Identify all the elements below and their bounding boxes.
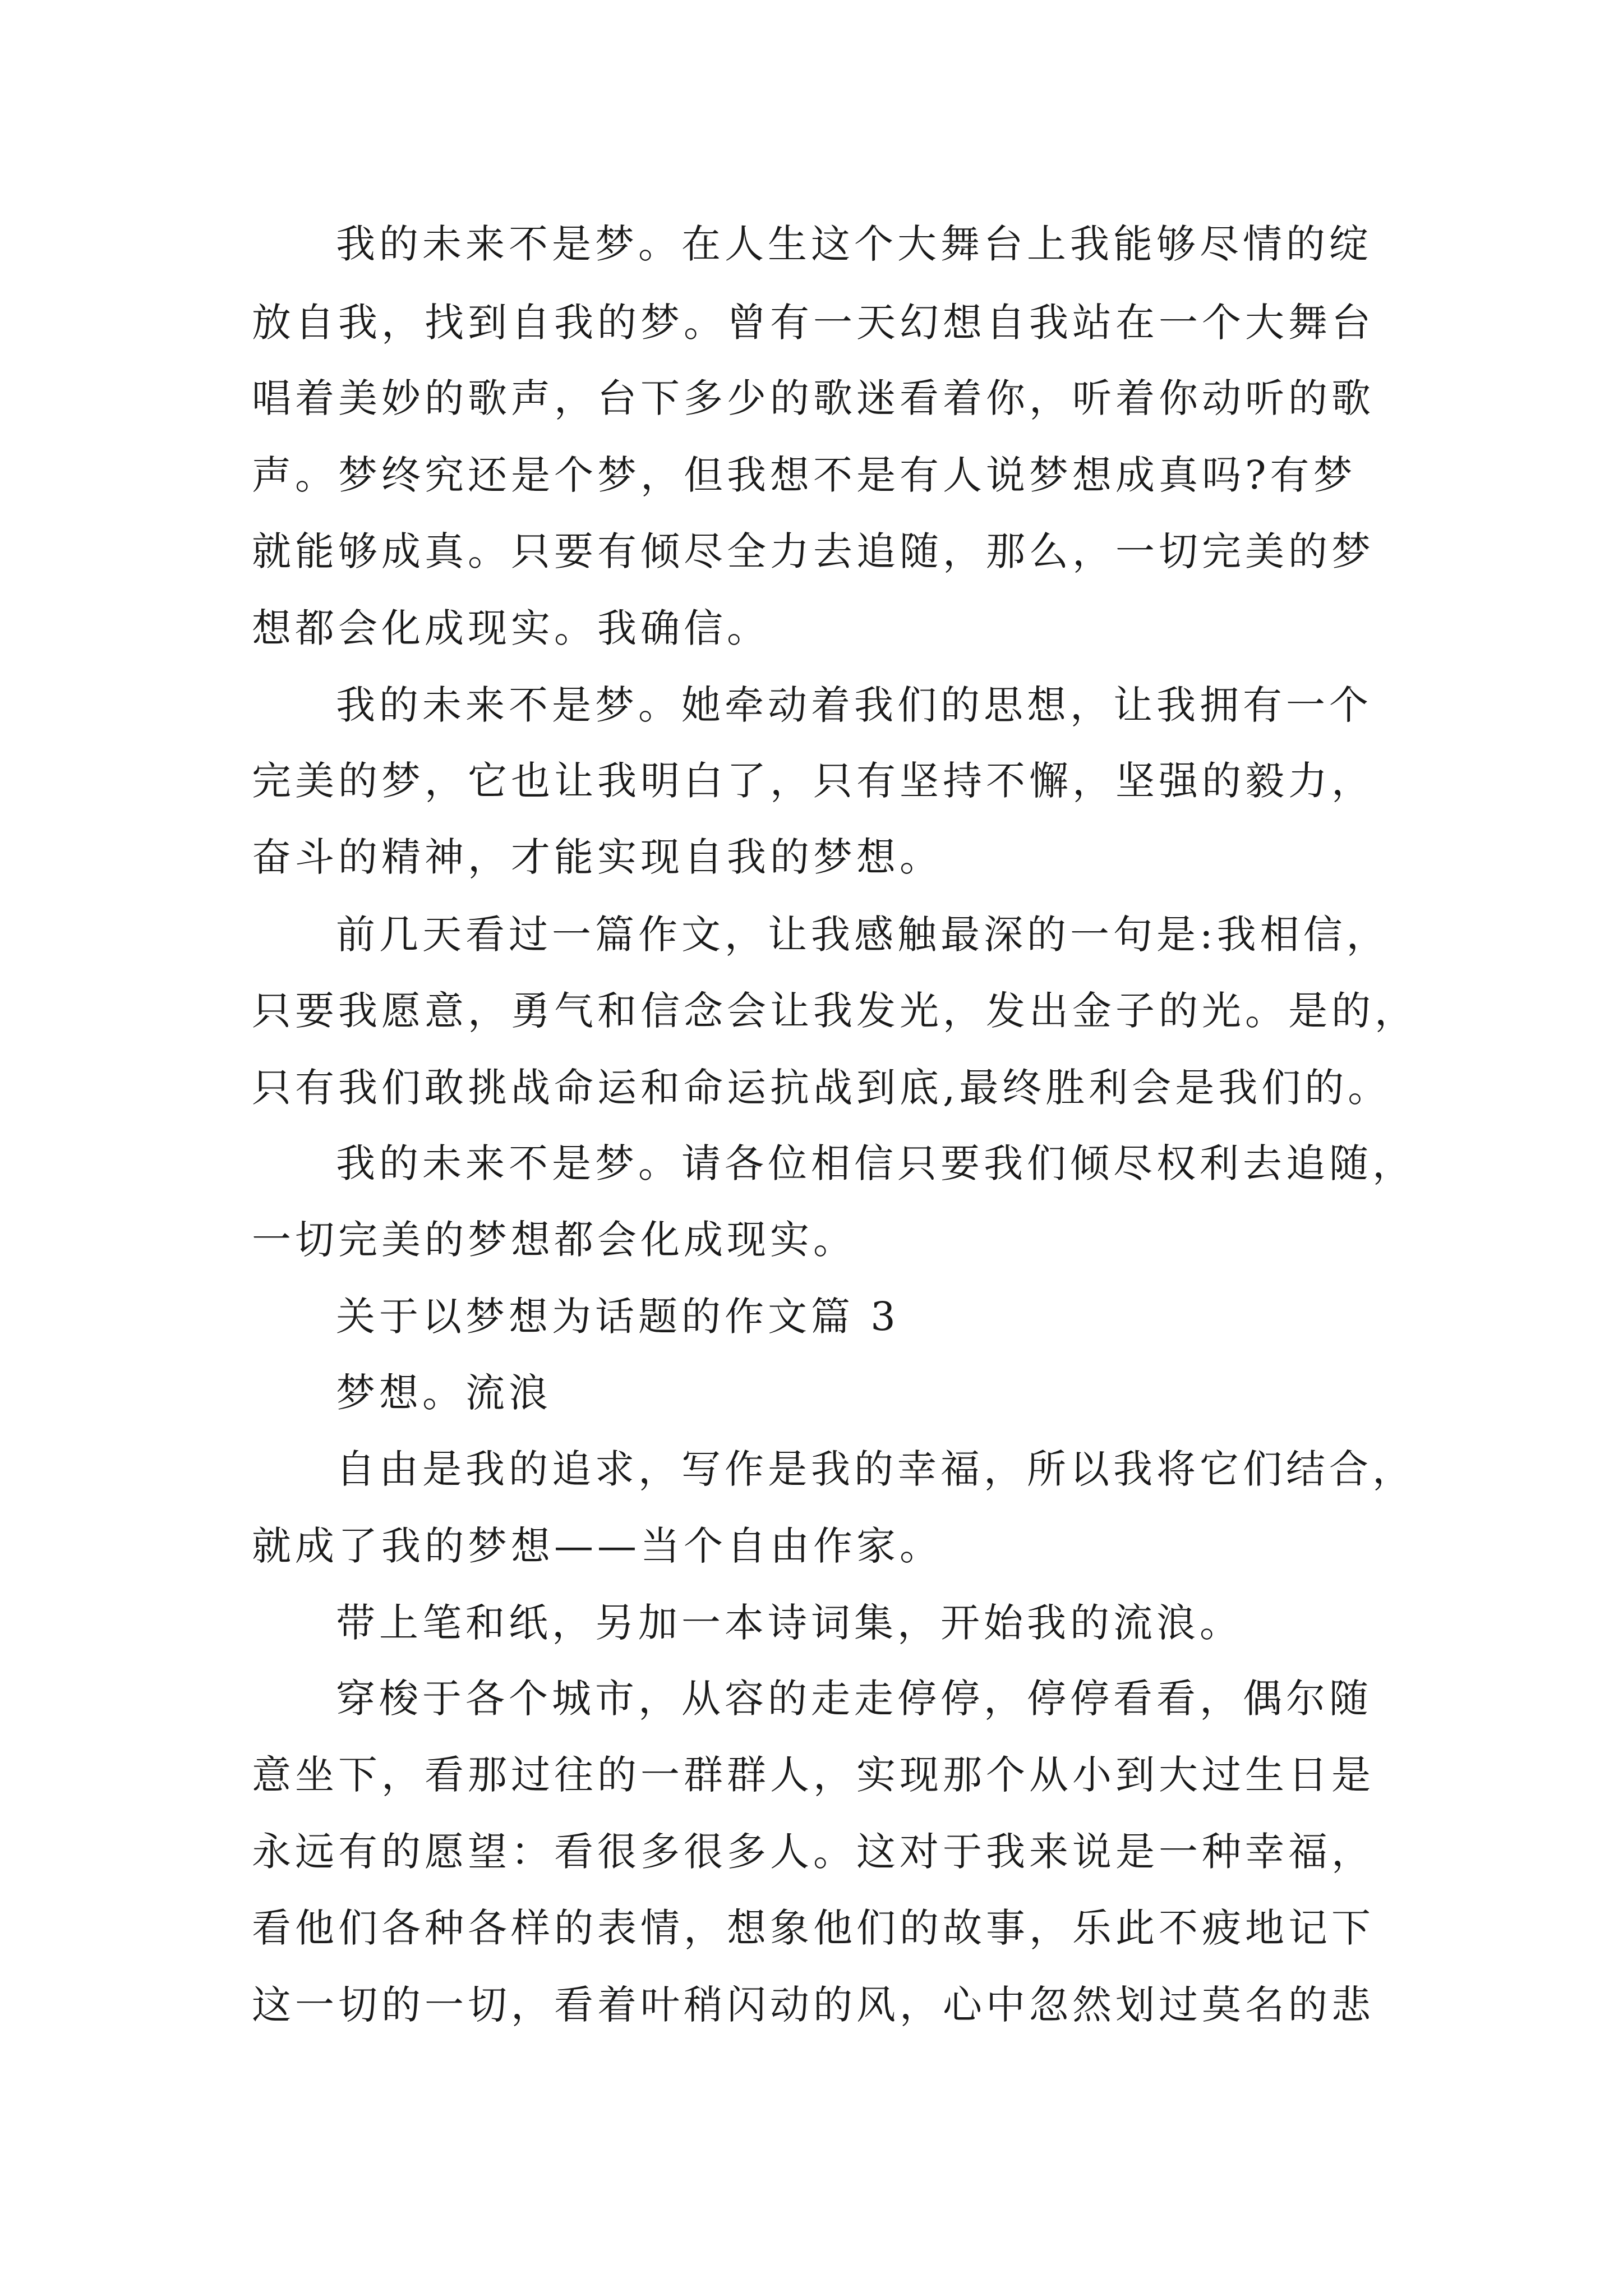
text-line: 想都会化成现实。我确信。 (252, 605, 770, 651)
text-line: 这一切的一切，看着叶稍闪动的风，心中忽然划过莫名的悲 (252, 1982, 1375, 2028)
text-line: 只要我愿意，勇气和信念会让我发光，发出金子的光。是的， (252, 988, 1418, 1034)
text-line: 带上笔和纸，另加一本诗词集，开始我的流浪。 (336, 1600, 1243, 1646)
text-line: 唱着美妙的歌声，台下多少的歌迷看着你，听着你动听的歌 (252, 375, 1375, 421)
text-line: 我的未来不是梦。在人生这个大舞台上我能够尽情的绽 (336, 221, 1372, 267)
text-line: 完美的梦，它也让我明白了，只有坚持不懈，坚强的毅力， (252, 758, 1375, 804)
text-line: 我的未来不是梦。她牵动着我们的思想，让我拥有一个 (336, 682, 1372, 728)
text-line: 就能够成真。只要有倾尽全力去追随，那么，一切完美的梦 (252, 528, 1375, 574)
text-line: 声。梦终究还是个梦，但我想不是有人说梦想成真吗?有梦 (252, 452, 1357, 498)
text-line: 穿梭于各个城市，从容的走走停停，停停看看，偶尔随 (336, 1676, 1372, 1722)
text-line: 前几天看过一篇作文，让我感触最深的一句是:我相信， (336, 912, 1390, 958)
essay-title: 梦想。流浪 (336, 1370, 552, 1416)
text-line: 看他们各种各样的表情，想象他们的故事，乐此不疲地记下 (252, 1905, 1375, 1951)
text-line: 意坐下，看那过往的一群群人，实现那个从小到大过生日是 (252, 1752, 1375, 1798)
text-line: 自由是我的追求，写作是我的幸福，所以我将它们结合， (336, 1446, 1415, 1492)
text-line: 就成了我的梦想——当个自由作家。 (252, 1523, 943, 1569)
text-line: 只有我们敢挑战命运和命运抗战到底,最终胜利会是我们的。 (252, 1065, 1391, 1111)
section-heading: 关于以梦想为话题的作文篇 3 (336, 1294, 900, 1340)
text-line: 奋斗的精神，才能实现自我的梦想。 (252, 834, 943, 880)
text-line: 我的未来不是梦。请各位相信只要我们倾尽权利去追随， (336, 1140, 1415, 1186)
text-line: 放自我，找到自我的梦。曾有一天幻想自我站在一个大舞台 (252, 300, 1375, 346)
text-line: 一切完美的梦想都会化成现实。 (252, 1217, 856, 1263)
text-line: 永远有的愿望：看很多很多人。这对于我来说是一种幸福， (252, 1829, 1375, 1875)
